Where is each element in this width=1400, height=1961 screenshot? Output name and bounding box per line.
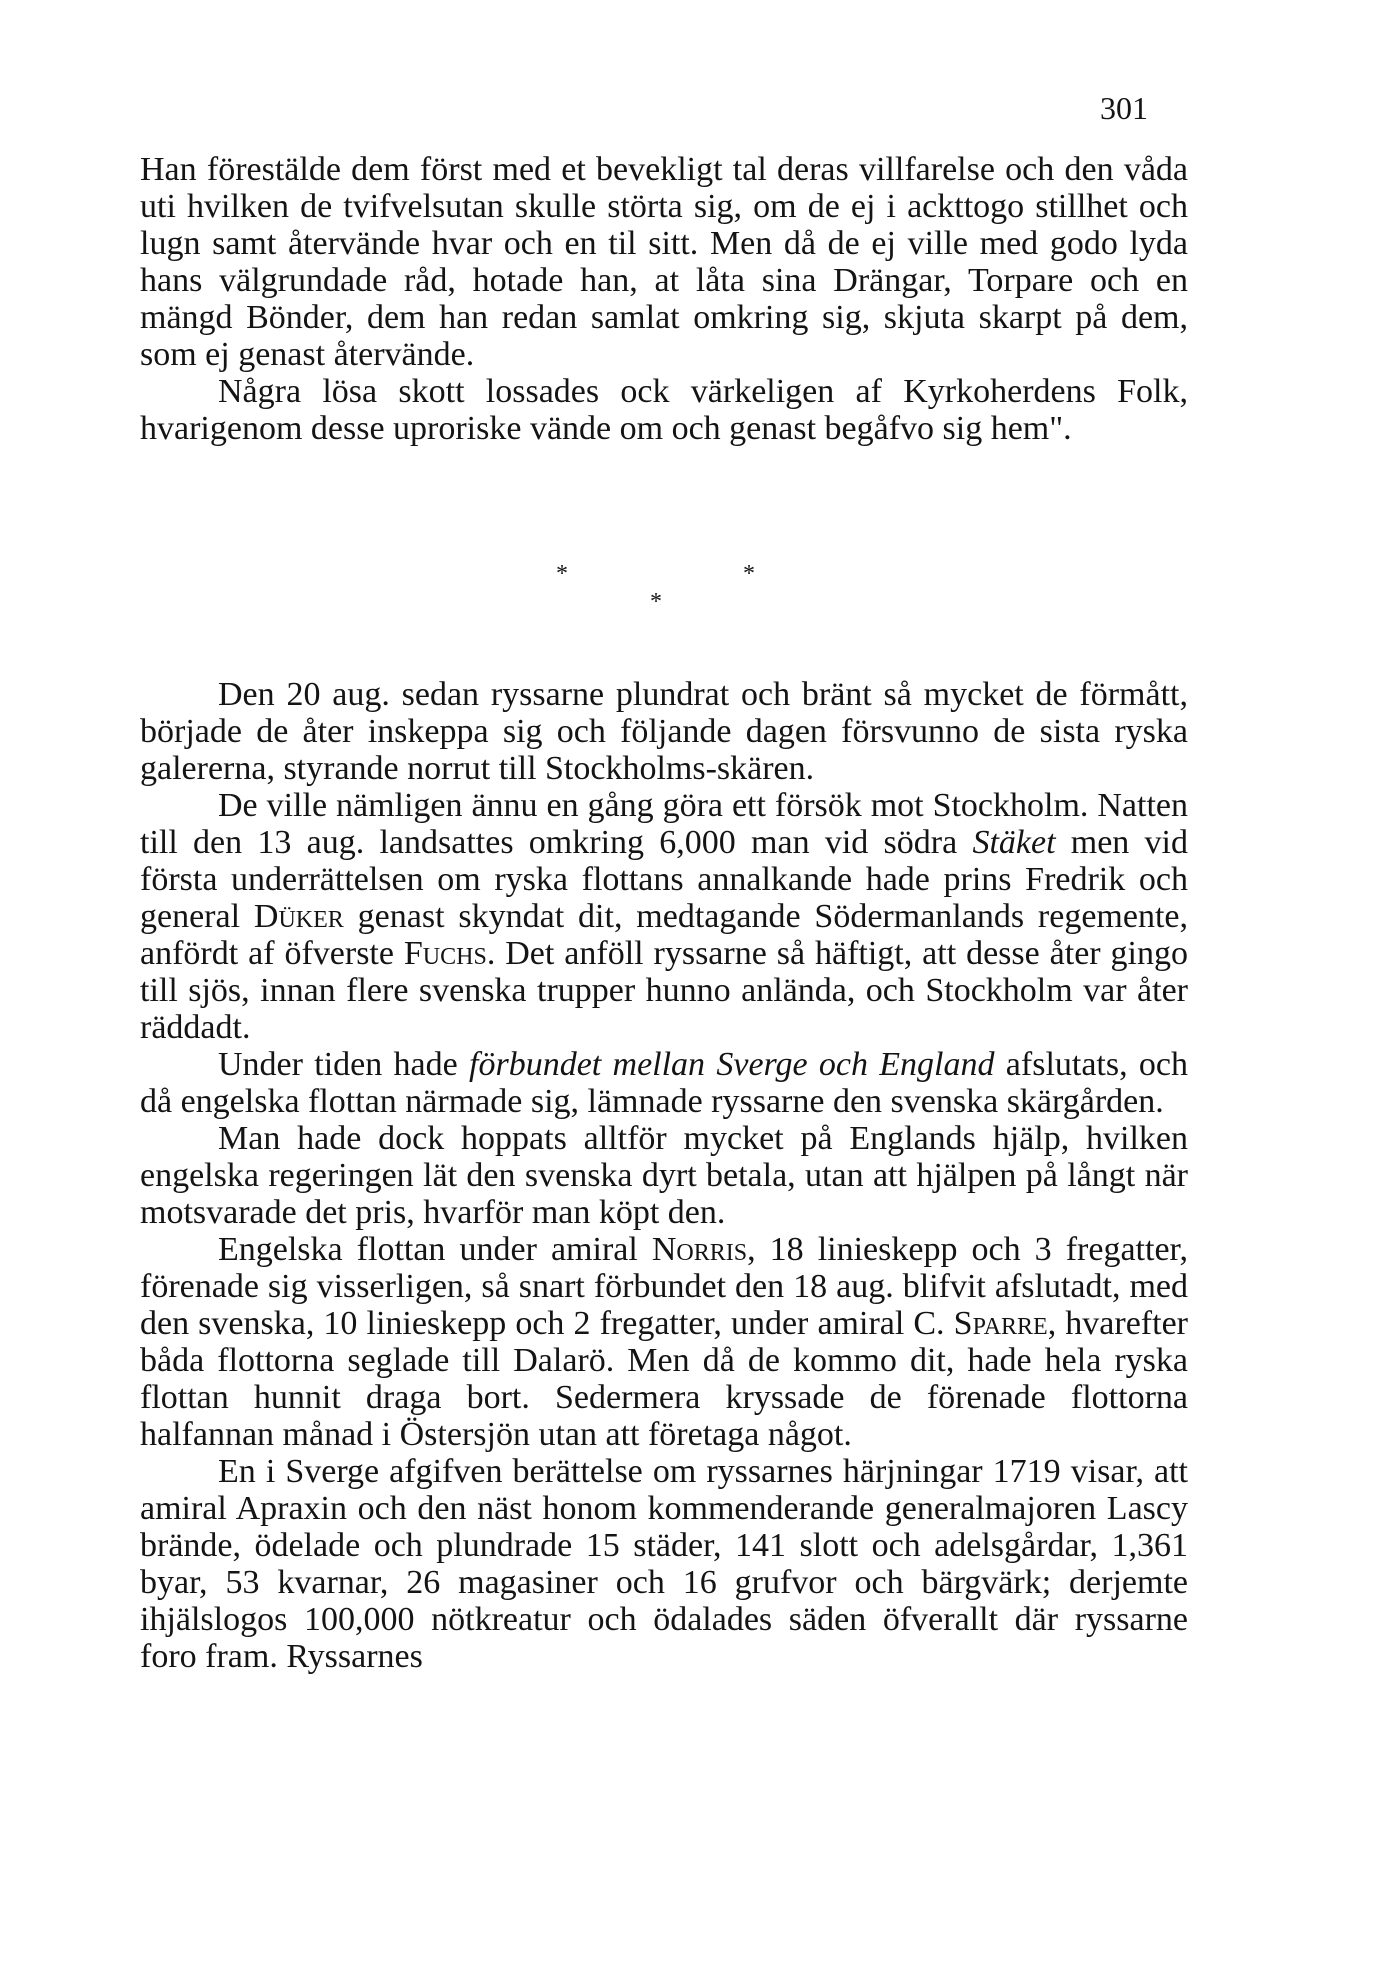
paragraph-text: genast skyndat dit, medtagande Södermanlands regemente, anfördt af öfverste: [140, 898, 1189, 972]
asterisk-icon: *: [556, 561, 568, 587]
asterisk-icon: *: [650, 589, 662, 615]
paragraph: Den 20 aug. sedan ryssarne plundrat och bränt så mycket de förmått, började de åter inskeppa sig och följande dagen försvunno de sista ryska galererna, styrande norrut till Stockholms-skären.: [140, 676, 1188, 787]
paragraph: [140, 787, 1188, 1046]
treaty-name-italic: förbundet mellan Sverge och England: [469, 1046, 995, 1083]
paragraph: Han förestälde dem först med et bevekligt tal deras villfarelse och den våda uti hvilken de tvifvelsutan skulle störta sig, om de ej i ackttogo stillhet och lugn samt återvände hvar och en til sitt. Men då de ej ville med godo lyda hans välgrundade råd, hotade han, at låta sina Drängar, Torpare och en mängd Bönder, dem han redan samlat omkring sig, skjuta skarpt på dem, som ej genast återvände.: [140, 151, 1188, 373]
asterisk-icon: *: [743, 561, 755, 587]
text-block-upper: [140, 151, 1188, 447]
paragraph-text: De ville nämligen ännu en gång göra ett försök mot Stockholm. Natten till den 13 aug. landsattes omkring 6,000 man vid södra: [140, 787, 1188, 861]
person-name-smallcaps: Düker: [253, 898, 344, 935]
paragraph-text: , hvarefter båda flottorna seglade till Dalarö. Men då de kommo dit, hade hela ryska flottan hunnit draga bort. Sedermera kryssade de förenade flottorna halfannan månad i Östersjön utan att företaga något.: [140, 1305, 1188, 1453]
paragraph-text: Under tiden hade: [218, 1046, 470, 1083]
paragraph-text: Engelska flottan under amiral: [218, 1231, 652, 1268]
person-name-smallcaps: Norris: [651, 1231, 748, 1268]
person-name-smallcaps: Fuchs: [403, 935, 487, 972]
paragraph: [140, 1046, 1188, 1120]
paragraph: [140, 1231, 1188, 1453]
paragraph: En i Sverge afgifven berättelse om ryssarnes härjningar 1719 visar, att amiral Apraxin och den näst honom kommenderande generalmajoren Lascy brände, ödelade och plundrade 15 städer, 141 slott och adelsgårdar, 1,361 byar, 53 kvarnar, 26 magasiner och 16 grufvor och bärgvärk; derjemte ihjälslogos 100,000 nötkreatur och ödalades säden öfverallt där ryssarne foro fram. Ryssarnes: [140, 1453, 1188, 1675]
text-block-lower: [140, 676, 1188, 1675]
place-name-italic: Stäket: [972, 824, 1056, 861]
asterism-divider: [0, 558, 1400, 618]
paragraph: Några lösa skott lossades ock värkeligen af Kyrkoherdens Folk, hvarigenom desse uproriske vände om och genast begåfvo sig hem".: [140, 373, 1188, 447]
person-name-smallcaps: Sparre: [953, 1305, 1048, 1342]
paragraph: Man hade dock hoppats alltför mycket på Englands hjälp, hvilken engelska regeringen lät den svenska dyrt betala, utan att hjälpen på långt när motsvarade det pris, hvarför man köpt den.: [140, 1120, 1188, 1231]
paragraph-text: men vid första underrättelsen om ryska flottans annalkande hade prins Fredrik och general: [140, 824, 1189, 935]
page-number: 301: [1100, 90, 1148, 126]
paragraph-text: afslutats, och då engelska flottan närmade sig, lämnade ryssarne den svenska skärgården.: [140, 1046, 1188, 1120]
paragraph-text: , 18 linieskepp och 3 fregatter, förenade sig visserligen, så snart förbundet den 18 aug. blifvit afslutadt, med den svenska, 10 linieskepp och 2 fregatter, under amiral C.: [140, 1231, 1188, 1342]
paragraph-text: . Det anföll ryssarne så häftigt, att desse åter gingo till sjös, innan flere svenska trupper hunno anlända, och Stockholm var åter räddadt.: [140, 935, 1188, 1046]
